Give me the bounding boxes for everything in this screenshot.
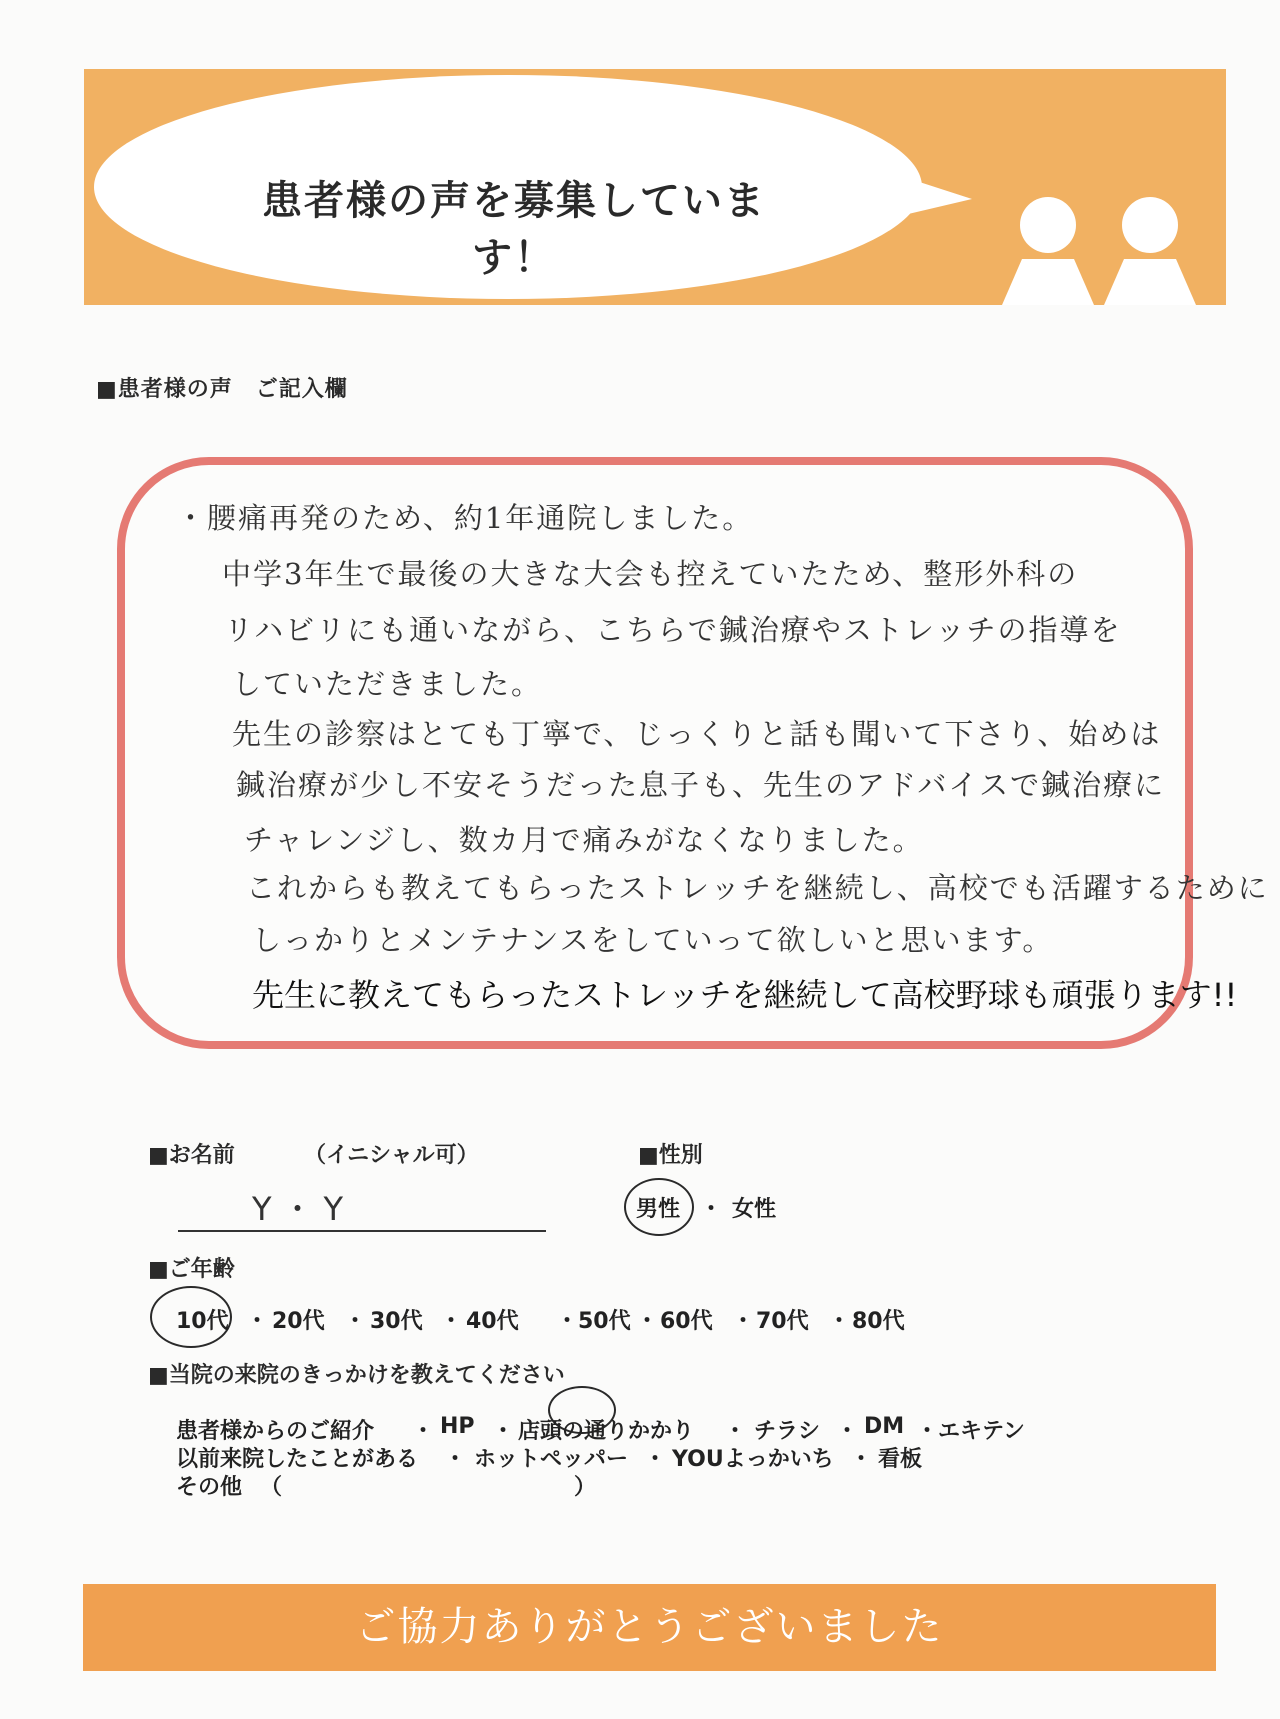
- comment-line: 中学3年生で最後の大きな大会も控えていたため、整形外科の: [222, 557, 1079, 591]
- name-underline: [178, 1230, 546, 1232]
- separator: ・: [836, 1419, 859, 1444]
- separator: ・: [644, 1447, 667, 1472]
- reason-option-previous-visit[interactable]: 以前来院したことがある: [176, 1447, 419, 1472]
- name-note: （イニシャル可）: [304, 1143, 479, 1168]
- reason-option-hp[interactable]: HP: [440, 1414, 475, 1439]
- reason-option-ekiten[interactable]: ・エキテン: [916, 1419, 1025, 1444]
- comment-line: リハビリにも通いながら、こちらで鍼治療やストレッチの指導を: [224, 613, 1122, 647]
- separator: ・: [444, 1447, 467, 1472]
- separator: ・: [636, 1309, 659, 1334]
- other-close-paren: ）: [574, 1475, 597, 1500]
- reason-option-flyer[interactable]: チラシ: [754, 1419, 821, 1444]
- header-banner: [84, 69, 1226, 305]
- separator: ・: [492, 1419, 515, 1444]
- comment-line: していただきました。: [232, 667, 543, 701]
- other-open-paren: （: [260, 1475, 283, 1500]
- separator: ・: [700, 1197, 723, 1222]
- gender-option-female[interactable]: 女性: [732, 1197, 777, 1222]
- footer-thanks-text: ご協力ありがとうございました: [355, 1604, 944, 1650]
- reason-option-other[interactable]: その他: [176, 1475, 243, 1500]
- age-option-20s[interactable]: 20代: [272, 1309, 325, 1334]
- page-title: 患者様の声を募集しています！: [262, 178, 766, 281]
- separator: ・: [850, 1447, 873, 1472]
- age-option-80s[interactable]: 80代: [852, 1309, 905, 1334]
- comment-line: これからも教えてもらったストレッチを継続し、高校でも活躍するために: [246, 871, 1269, 905]
- comment-section-label: ■患者様の声 ご記入欄: [96, 377, 348, 402]
- person-icon: [1002, 195, 1094, 305]
- age-option-70s[interactable]: 70代: [756, 1309, 809, 1334]
- separator: ・: [732, 1309, 755, 1334]
- footer-banner: [83, 1584, 1216, 1671]
- separator: ・: [246, 1309, 269, 1334]
- separator: ・: [412, 1419, 435, 1444]
- reason-option-signboard[interactable]: 看板: [878, 1447, 923, 1472]
- person-icon: [1104, 195, 1196, 305]
- comment-line: 鍼治療が少し不安そうだった息子も、先生のアドバイスで鍼治療に: [236, 768, 1166, 802]
- reason-option-walk-by[interactable]: 店頭の通りかかり: [518, 1419, 695, 1444]
- age-option-60s[interactable]: 60代: [660, 1309, 713, 1334]
- gender-label: ■性別: [638, 1143, 703, 1168]
- comment-line: 先生の診察はとても丁寧で、じっくりと話も聞いて下さり、始めは: [232, 717, 1162, 751]
- reason-option-referral[interactable]: 患者様からのご紹介: [176, 1419, 375, 1444]
- age-option-40s[interactable]: 40代: [466, 1309, 519, 1334]
- reason-option-you-yokkaichi[interactable]: YOUよっかいち: [672, 1447, 834, 1472]
- reason-option-dm[interactable]: DM: [864, 1414, 905, 1439]
- reason-option-hotpepper[interactable]: ホットペッパー: [474, 1447, 629, 1472]
- age-option-10s[interactable]: 10代: [176, 1309, 229, 1334]
- name-label: ■お名前: [148, 1143, 235, 1168]
- reason-label: ■当院の来院のきっかけを教えてください: [148, 1363, 565, 1388]
- comment-line: ・腰痛再発のため、約1年通院しました。: [176, 501, 754, 535]
- age-option-30s[interactable]: 30代: [370, 1309, 423, 1334]
- separator: ・: [440, 1309, 463, 1334]
- comment-line: 先生に教えてもらったストレッチを継続して高校野球も頑張ります!!: [252, 976, 1238, 1014]
- separator: ・: [828, 1309, 851, 1334]
- gender-option-male[interactable]: 男性: [636, 1197, 681, 1222]
- name-value[interactable]: Y・Y: [252, 1190, 354, 1228]
- separator: ・: [724, 1419, 747, 1444]
- age-label: ■ご年齢: [148, 1257, 235, 1282]
- separator: ・: [344, 1309, 367, 1334]
- age-option-50s[interactable]: ・50代: [556, 1309, 631, 1334]
- comment-box: [117, 457, 1193, 1049]
- comment-line: しっかりとメンテナンスをしていって欲しいと思います。: [252, 923, 1054, 957]
- comment-line: チャレンジし、数カ月で痛みがなくなりました。: [244, 823, 924, 857]
